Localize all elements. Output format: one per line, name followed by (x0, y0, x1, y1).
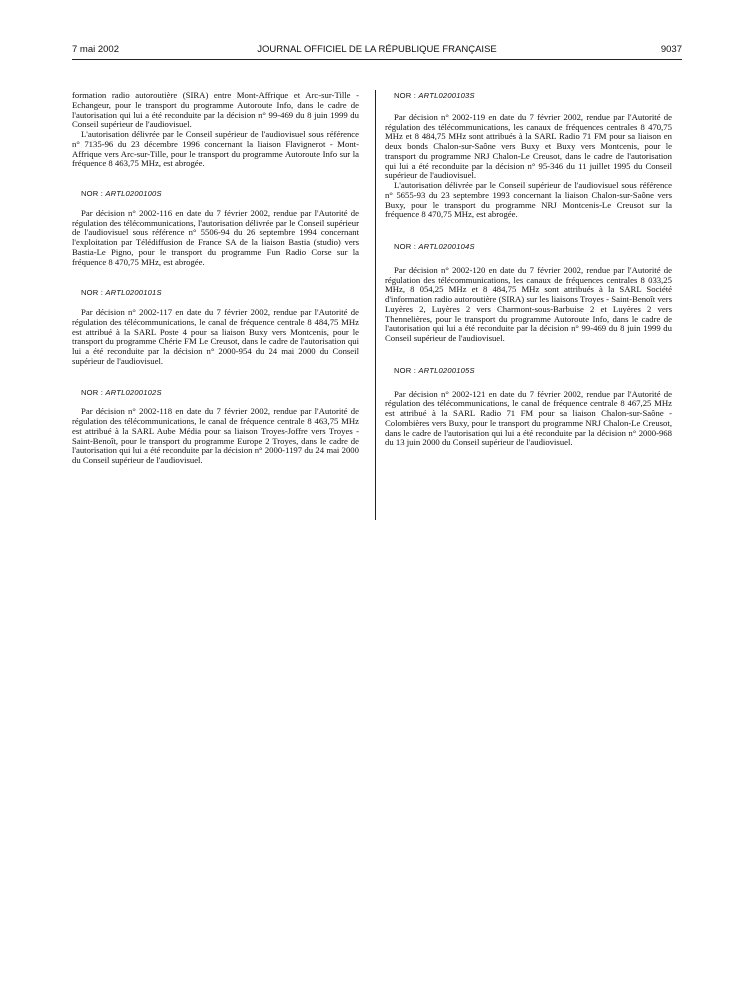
continuation-paragraph: formation radio autoroutière (SIRA) entre Mont-Affrique et Arc-sur-Tille - Echangeur, pour le transport du programme Autoroute Info, dans le cadre de l'autorisation qui lui a été reconduite par la décision n° 99-469 du 8 juin 1999 du Conseil supérieur de l'audiovisuel. (72, 90, 359, 130)
nor-reference (72, 189, 359, 199)
nor-prefix: NOR : (81, 189, 104, 198)
nor-prefix: NOR : (394, 242, 417, 251)
page-header (72, 44, 682, 58)
header-rule (72, 59, 682, 60)
nor-reference (72, 288, 359, 298)
decision-paragraph: Par décision n° 2002-118 en date du 7 février 2002, rendue par l'Autorité de régulation des télécommunications, le canal de fréquence centrale 8 463,75 MHz est attribué à la SARL Aube Média pour sa liaison Troyes-Joffre vers Troyes - Saint-Benoît, pour le transport du programme Europe 2 Troyes, dans le cadre de l'autorisation qui lui a été reconduite par la décision n° 2000-1197 du 24 mai 2000 du Conseil supérieur de l'audiovisuel. (72, 406, 359, 465)
decision-paragraph: Par décision n° 2002-119 en date du 7 février 2002, rendue par l'Autorité de régulation des télécommunications, les canaux de fréquences centrales 8 470,75 MHz et 8 484,75 MHz sont attribués à la SARL Radio 71 FM pour sa liaison en deux bonds Chalon-sur-Saône vers Buxy et Buxy vers Montcenis, pour le transport du programme NRJ Chalon-Le Creusot, dans le cadre de l'autorisation qui lui a été reconduite par la décision n° 95-346 du 11 juillet 1995 du Conseil supérieur de l'audiovisuel. (385, 111, 672, 181)
nor-reference (385, 366, 672, 376)
nor-prefix: NOR : (394, 91, 417, 100)
left-column (72, 91, 359, 466)
issue-date: 7 mai 2002 (72, 44, 120, 55)
right-column (385, 91, 672, 448)
nor-code: ARTL0200101S (105, 288, 162, 298)
journal-title: JOURNAL OFFICIEL DE LA RÉPUBLIQUE FRANÇAISE (257, 44, 497, 55)
nor-reference (385, 91, 672, 101)
nor-prefix: NOR : (81, 288, 104, 298)
decision-paragraph: L'autorisation délivrée par le Conseil supérieur de l'audiovisuel sous référence n° 5655-93 du 23 septembre 1993 concernant la liaison Chalon-sur-Saône vers Buxy, pour le transport du programme NRJ Montcenis-Le Creusot sur la fréquence 8 470,75 MHz, est abrogée. (385, 180, 672, 220)
decision-paragraph: Par décision n° 2002-120 en date du 7 février 2002, rendue par l'Autorité de régulation des télécommunications, les canaux de fréquences centrales 8 033,25 MHz, 8 054,25 MHz et 8 484,75 MHz sont attribués à la SARL Société d'information radio autoroutière (SIRA) sur les liaisons Troyes - Saint-Benoît vers Luyères 2, Luyères 2 vers Charmont-sous-Barbuise 2 et Luyères 2 vers Thennelières, pour le transport du programme Autoroute Info, dans le cadre de l'autorisation qui lui a été reconduite par la décision n° 99-469 du 8 juin 1999 du Conseil supérieur de l'audiovisuel. (385, 264, 672, 343)
decision-paragraph: Par décision n° 2002-117 en date du 7 février 2002, rendue par l'Autorité de régulation des télécommunications, le canal de fréquence centrale 8 484,75 MHz est attribué à la SARL Poste 4 pour sa liaison Buxy vers Montcenis, pour le transport du programme Chérie FM Le Creusot, dans le cadre de l'autorisation qui lui a été reconduite par la décision n° 2000-954 du 24 mai 2000 du Conseil supérieur de l'audiovisuel. (72, 307, 359, 366)
decision-paragraph: Par décision n° 2002-121 en date du 7 février 2002, rendue par l'Autorité de régulation des télécommunications, le canal de fréquence centrale 8 467,25 MHz est attribué à la SARL Radio 71 FM pour sa liaison Chalon-sur-Saône - Colombières vers Buxy, pour le transport du programme NRJ Chalon-Le Creusot, dans le cadre de l'autorisation qui lui a été reconduite par la décision n° 2000-968 du 13 juin 2000 du Conseil supérieur de l'audiovisuel. (385, 388, 672, 448)
nor-prefix: NOR : (394, 365, 417, 375)
nor-code: ARTL0200102S (105, 387, 162, 397)
nor-code: ARTL0200105S (418, 365, 475, 375)
nor-code: ARTL0200104S (418, 242, 475, 251)
nor-prefix: NOR : (81, 387, 104, 397)
column-divider (375, 90, 376, 520)
nor-code: ARTL0200100S (105, 189, 162, 198)
nor-code: ARTL0200103S (418, 91, 475, 100)
nor-reference (385, 242, 672, 252)
nor-reference (72, 388, 359, 398)
page-number: 9037 (660, 44, 682, 55)
continuation-paragraph: L'autorisation délivrée par le Conseil supérieur de l'audiovisuel sous référence n° 7135-96 du 23 décembre 1996 concernant la liaison Flavignerot - Mont-Affrique vers Arc-sur-Tille, pour le transport du programme Autoroute Info sur la fréquence 8 463,75 MHz, est abrogée. (72, 129, 359, 169)
decision-paragraph: Par décision n° 2002-116 en date du 7 février 2002, rendue par l'Autorité de régulation des télécommunications, l'autorisation délivrée par le Conseil supérieur de l'audiovisuel sous référence n° 5506-94 du 26 septembre 1994 concernant l'exploitation par Télédiffusion de France SA de la liaison Bastia (studio) vers Bastia-Le Pigno, pour le transport du programme Fun Radio Corse sur la fréquence 8 470,75 MHz, est abrogée. (72, 207, 359, 267)
